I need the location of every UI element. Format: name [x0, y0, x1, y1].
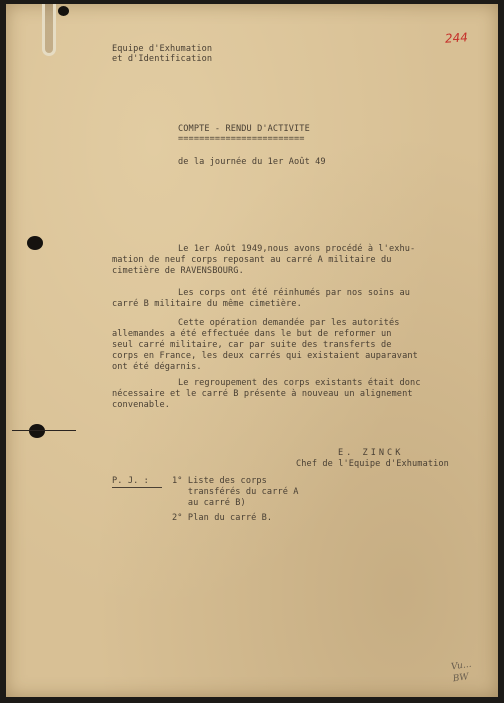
- enclosures-label: P. J. :: [112, 476, 149, 486]
- binding-hole: [29, 424, 45, 438]
- title-rule: ========================: [178, 134, 305, 144]
- binding-hole: [58, 6, 69, 16]
- paragraph-3-line-1: Cette opération demandée par les autorités: [178, 318, 400, 328]
- header-line-2: et d'Identification: [112, 54, 213, 64]
- document-title: COMPTE - RENDU D'ACTIVITE: [178, 124, 310, 134]
- paragraph-4-line-2: nécessaire et le carré B présente à nouveau un alignement: [112, 389, 413, 399]
- paragraph-1-line-3: cimetière de RAVENSBOURG.: [112, 266, 244, 276]
- enclosure-1-line-1: 1° Liste des corps: [172, 476, 267, 486]
- paragraph-3-line-3: seul carré militaire, car par suite des transferts de: [112, 340, 392, 350]
- paragraph-4-line-3: convenable.: [112, 400, 171, 410]
- fold-mark: [12, 430, 76, 431]
- paragraph-4-line-1: Le regroupement des corps existants était donc: [178, 378, 421, 388]
- paragraph-2-line-1: Les corps ont été réinhumés par nos soins au: [178, 288, 411, 298]
- document-subtitle: de la journée du 1er Août 49: [178, 157, 326, 167]
- paper-clip-mark: [42, 4, 56, 56]
- enclosure-1-line-3: au carré B): [172, 498, 246, 508]
- enclosure-1-line-2: transférés du carré A: [172, 487, 299, 497]
- paragraph-2-line-2: carré B militaire du même cimetière.: [112, 299, 302, 309]
- handwritten-note: Vu... BW: [450, 659, 473, 685]
- enclosure-2-line-1: 2° Plan du carré B.: [172, 513, 273, 523]
- signature-name: E. ZINCK: [338, 448, 404, 458]
- binding-hole: [27, 236, 43, 250]
- header-line-1: Equipe d'Exhumation: [112, 44, 213, 54]
- paragraph-3-line-4: corps en France, les deux carrés qui existaient auparavant: [112, 351, 418, 361]
- paragraph-3-line-5: ont été dégarnis.: [112, 362, 202, 372]
- paragraph-3-line-2: allemandes a été effectuée dans le but de reformer un: [112, 329, 392, 339]
- paragraph-1-line-1: Le 1er Août 1949,nous avons procédé à l'exhu-: [178, 244, 416, 254]
- enclosures-underline: [112, 487, 162, 488]
- paragraph-1-line-2: mation de neuf corps reposant au carré A militaire du: [112, 255, 392, 265]
- folio-number: 244: [444, 30, 469, 46]
- signature-role: Chef de l'Equipe d'Exhumation: [296, 459, 449, 469]
